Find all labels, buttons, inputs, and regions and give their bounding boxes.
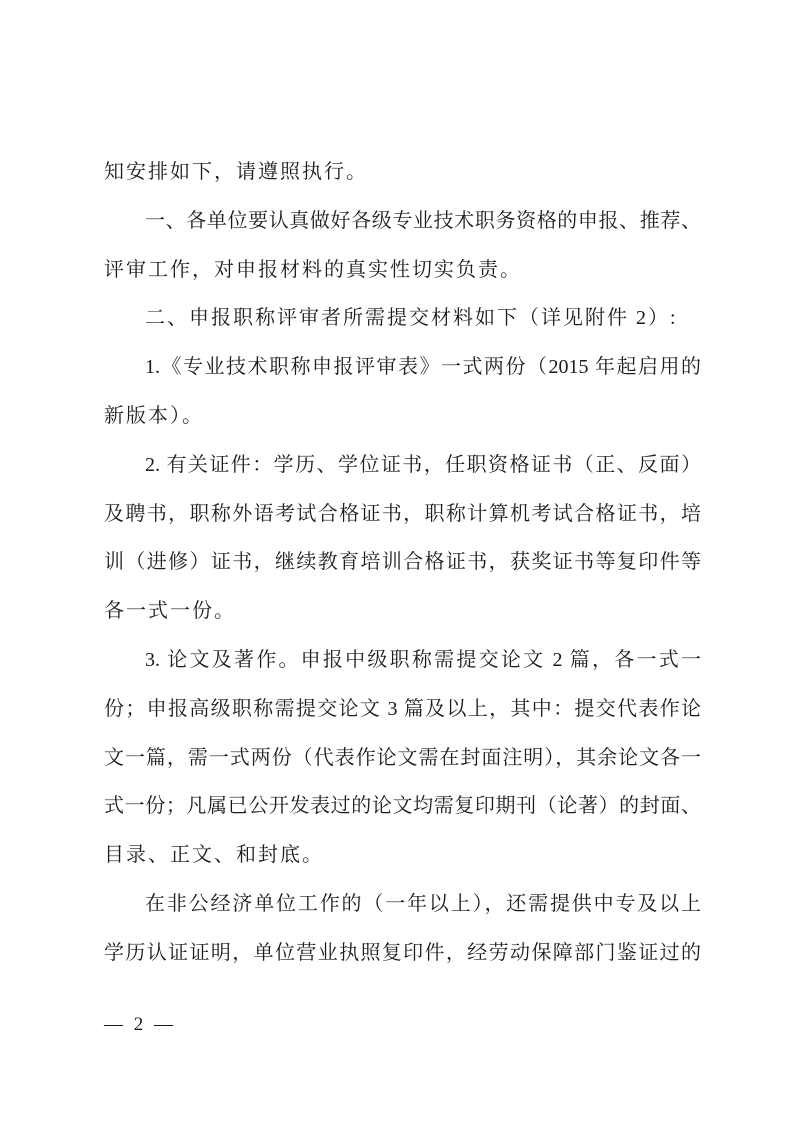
document-line: 目录、正文、和封底。 — [104, 844, 324, 867]
document-line: 训（进修）证书，继续教育培训合格证书，获奖证书等复印件等 — [104, 551, 701, 574]
document-line: 份；申报高级职称需提交论文 3 篇及以上，其中：提交代表作论 — [104, 697, 701, 720]
document-line: 文一篇，需一式两份（代表作论文需在封面注明），其余论文各一 — [104, 746, 701, 769]
document-body — [104, 148, 701, 978]
document-line: 二、申报职称评审者所需提交材料如下（详见附件 2）: — [145, 307, 678, 330]
document-line: 一、各单位要认真做好各级专业技术职务资格的申报、推荐、 — [145, 209, 701, 232]
document-line: 各一式一份。 — [104, 600, 236, 623]
document-line: 在非公经济单位工作的（一年以上），还需提供中专及以上 — [145, 892, 701, 915]
document-line: 及聘书，职称外语考试合格证书，职称计算机考试合格证书，培 — [104, 502, 701, 525]
document-line: 2. 有关证件：学历、学位证书，任职资格证书（正、反面） — [145, 453, 701, 476]
document-line: 1.《专业技术职称申报评审表》一式两份（2015 年起启用的 — [145, 356, 701, 379]
document-line: 学历认证证明，单位营业执照复印件，经劳动保障部门鉴证过的 — [104, 941, 701, 964]
document-line: 评审工作，对申报材料的真实性切实负责。 — [104, 258, 522, 281]
document-line: 3. 论文及著作。申报中级职称需提交论文 2 篇，各一式一 — [145, 648, 701, 671]
page-number: — 2 — — [104, 1014, 176, 1035]
document-line: 新版本）。 — [104, 404, 204, 427]
document-line: 式一份；凡属已公开发表过的论文均需复印期刊（论著）的封面、 — [104, 795, 701, 818]
document-line: 知安排如下，请遵照执行。 — [104, 161, 368, 183]
